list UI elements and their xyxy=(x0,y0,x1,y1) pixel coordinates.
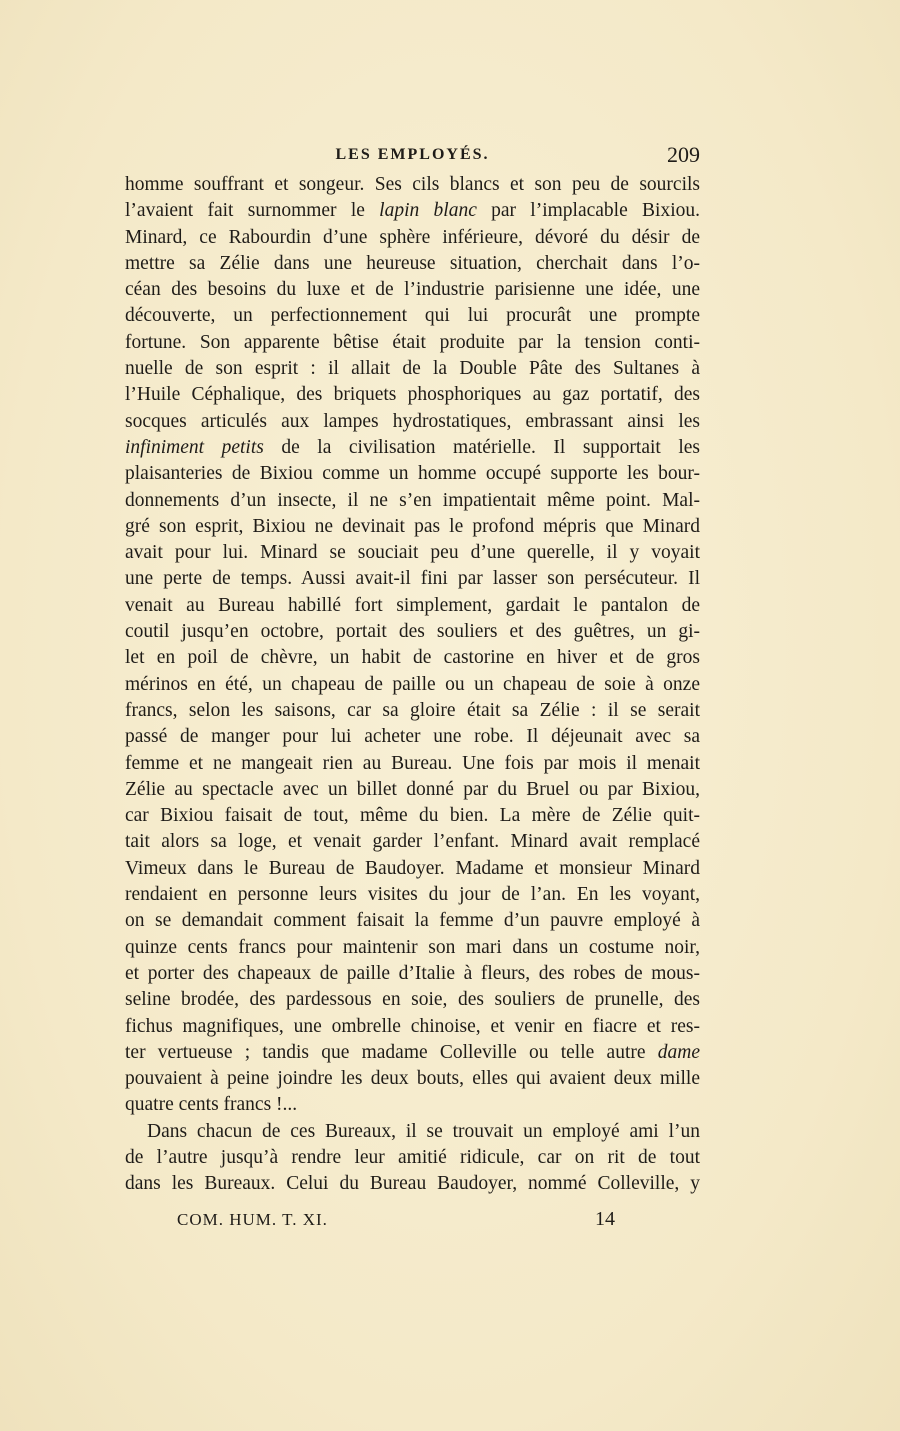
page-number: 209 xyxy=(667,142,700,167)
text-line xyxy=(125,961,700,987)
text-line xyxy=(125,777,700,803)
text-run: avait pour lui. Minard se souciait peu d’une querelle, il y voyait xyxy=(125,542,700,564)
text-line xyxy=(125,409,700,435)
running-head: LES EMPLOYÉS. xyxy=(335,146,490,163)
text-run: car Bixiou faisait de tout, même du bien. La mère de Zélie quit- xyxy=(125,805,700,827)
text-line xyxy=(125,514,700,540)
italic-text: infiniment petits xyxy=(125,436,264,458)
text-line xyxy=(125,435,700,461)
text-run: gré son esprit, Bixiou ne devinait pas le profond mépris que Minard xyxy=(125,515,700,537)
text-line xyxy=(125,1040,700,1066)
text-run: femme et ne mangeait rien au Bureau. Une fois par mois il menait xyxy=(125,752,700,774)
text-run: fichus magnifiques, une ombrelle chinoise, et venir en fiacre et res- xyxy=(125,1015,700,1037)
text-line xyxy=(125,935,700,961)
text-line xyxy=(125,672,700,698)
text-line xyxy=(125,619,700,645)
text-line xyxy=(125,724,700,750)
text-line xyxy=(125,356,700,382)
text-run: l’Huile Céphalique, des briquets phosphoriques au gaz portatif, des xyxy=(125,384,700,406)
italic-text: dame xyxy=(657,1041,700,1063)
text-run: découverte, un perfectionnement qui lui procurât une prompte xyxy=(125,305,700,327)
text-run: ter vertueuse ; tandis que madame Colleville ou telle autre xyxy=(125,1041,658,1063)
text-line xyxy=(125,251,700,277)
text-run: donnements d’un insecte, il ne s’en impatientait même point. Mal- xyxy=(125,489,700,511)
text-line xyxy=(125,566,700,592)
text-run: nuelle de son esprit : il allait de la Double Pâte des Sultanes à xyxy=(125,358,700,380)
text-run: tait alors sa loge, et venait garder l’enfant. Minard avait remplacé xyxy=(125,831,700,853)
text-line xyxy=(125,303,700,329)
text-line xyxy=(125,198,700,224)
body-text xyxy=(125,172,700,1198)
text-run: par l’implacable Bixiou. xyxy=(476,200,700,222)
text-run: rendaient en personne leurs visites du jour de l’an. En les voyant, xyxy=(125,884,700,906)
italic-text: lapin blanc xyxy=(379,200,477,222)
text-run: seline brodée, des pardessous en soie, des souliers de prunelle, des xyxy=(125,989,700,1011)
text-run: fortune. Son apparente bêtise était produite par la tension conti- xyxy=(125,331,700,353)
text-line xyxy=(125,225,700,251)
text-run: Vimeux dans le Bureau de Baudoyer. Madame et monsieur Minard xyxy=(125,857,700,879)
text-run: et porter des chapeaux de paille d’Italie à fleurs, des robes de mous- xyxy=(125,962,700,984)
text-run: pouvaient à peine joindre les deux bouts, elles qui avaient deux mille xyxy=(125,1068,700,1090)
text-run: dans les Bureaux. Celui du Bureau Baudoyer, nommé Colleville, y xyxy=(125,1173,700,1195)
page-header xyxy=(125,142,700,172)
text-run: venait au Bureau habillé fort simplement, gardait le pantalon de xyxy=(125,594,700,616)
text-run: on se demandait comment faisait la femme d’un pauvre employé à xyxy=(125,910,700,932)
text-run: Minard, ce Rabourdin d’une sphère inférieure, dévoré du désir de xyxy=(125,226,700,248)
text-run: céan des besoins du luxe et de l’industrie parisienne une idée, une xyxy=(125,279,700,301)
text-line xyxy=(125,803,700,829)
text-run: de l’autre jusqu’à rendre leur amitié ridicule, car on rit de tout xyxy=(125,1146,700,1168)
text-run: quatre cents francs !... xyxy=(125,1094,298,1116)
printer-signature: COM. HUM. T. XI. xyxy=(177,1210,328,1229)
text-line xyxy=(125,908,700,934)
text-run: l’avaient fait surnommer le xyxy=(125,200,380,222)
text-line xyxy=(125,277,700,303)
text-run: Zélie au spectacle avec un billet donné par du Bruel ou par Bixiou, xyxy=(125,778,700,800)
text-line xyxy=(125,645,700,671)
text-run: plaisanteries de Bixiou comme un homme occupé supporte les bour- xyxy=(125,463,700,485)
text-line xyxy=(125,1014,700,1040)
text-line xyxy=(125,1145,700,1171)
text-run: coutil jusqu’en octobre, portait des souliers et des guêtres, un gi- xyxy=(125,621,700,643)
text-line xyxy=(125,856,700,882)
text-line xyxy=(125,751,700,777)
text-line xyxy=(125,1119,700,1145)
text-line xyxy=(125,593,700,619)
text-run: de la civilisation matérielle. Il supportait les xyxy=(263,436,700,458)
text-run: Dans chacun de ces Bureaux, il se trouvait un employé ami l’un xyxy=(147,1120,700,1142)
text-run: une perte de temps. Aussi avait-il fini par lasser son persécuteur. Il xyxy=(125,568,700,590)
text-run: socques articulés aux lampes hydrostatiques, embrassant ainsi les xyxy=(125,410,700,432)
text-line xyxy=(125,882,700,908)
text-run: quinze cents francs pour maintenir son mari dans un costume noir, xyxy=(125,936,700,958)
text-line xyxy=(125,540,700,566)
text-line xyxy=(125,1171,700,1197)
text-line xyxy=(125,172,700,198)
text-run: mérinos en été, un chapeau de paille ou un chapeau de soie à onze xyxy=(125,673,700,695)
text-run: mettre sa Zélie dans une heureuse situation, cherchait dans l’o- xyxy=(125,252,700,274)
text-line xyxy=(125,829,700,855)
page-footer xyxy=(125,1208,700,1236)
text-line xyxy=(125,698,700,724)
text-run: let en poil de chèvre, un habit de castorine en hiver et de gros xyxy=(125,647,700,669)
text-line xyxy=(125,330,700,356)
signature-number: 14 xyxy=(595,1208,615,1230)
text-line xyxy=(125,461,700,487)
text-run: homme souffrant et songeur. Ses cils blancs et son peu de sourcils xyxy=(125,174,700,195)
text-run: francs, selon les saisons, car sa gloire était sa Zélie : il se serait xyxy=(125,699,700,721)
text-line xyxy=(125,1092,700,1118)
text-line xyxy=(125,488,700,514)
text-line xyxy=(125,382,700,408)
text-line xyxy=(125,987,700,1013)
text-run: passé de manger pour lui acheter une robe. Il déjeunait avec sa xyxy=(125,726,700,748)
text-line xyxy=(125,1066,700,1092)
